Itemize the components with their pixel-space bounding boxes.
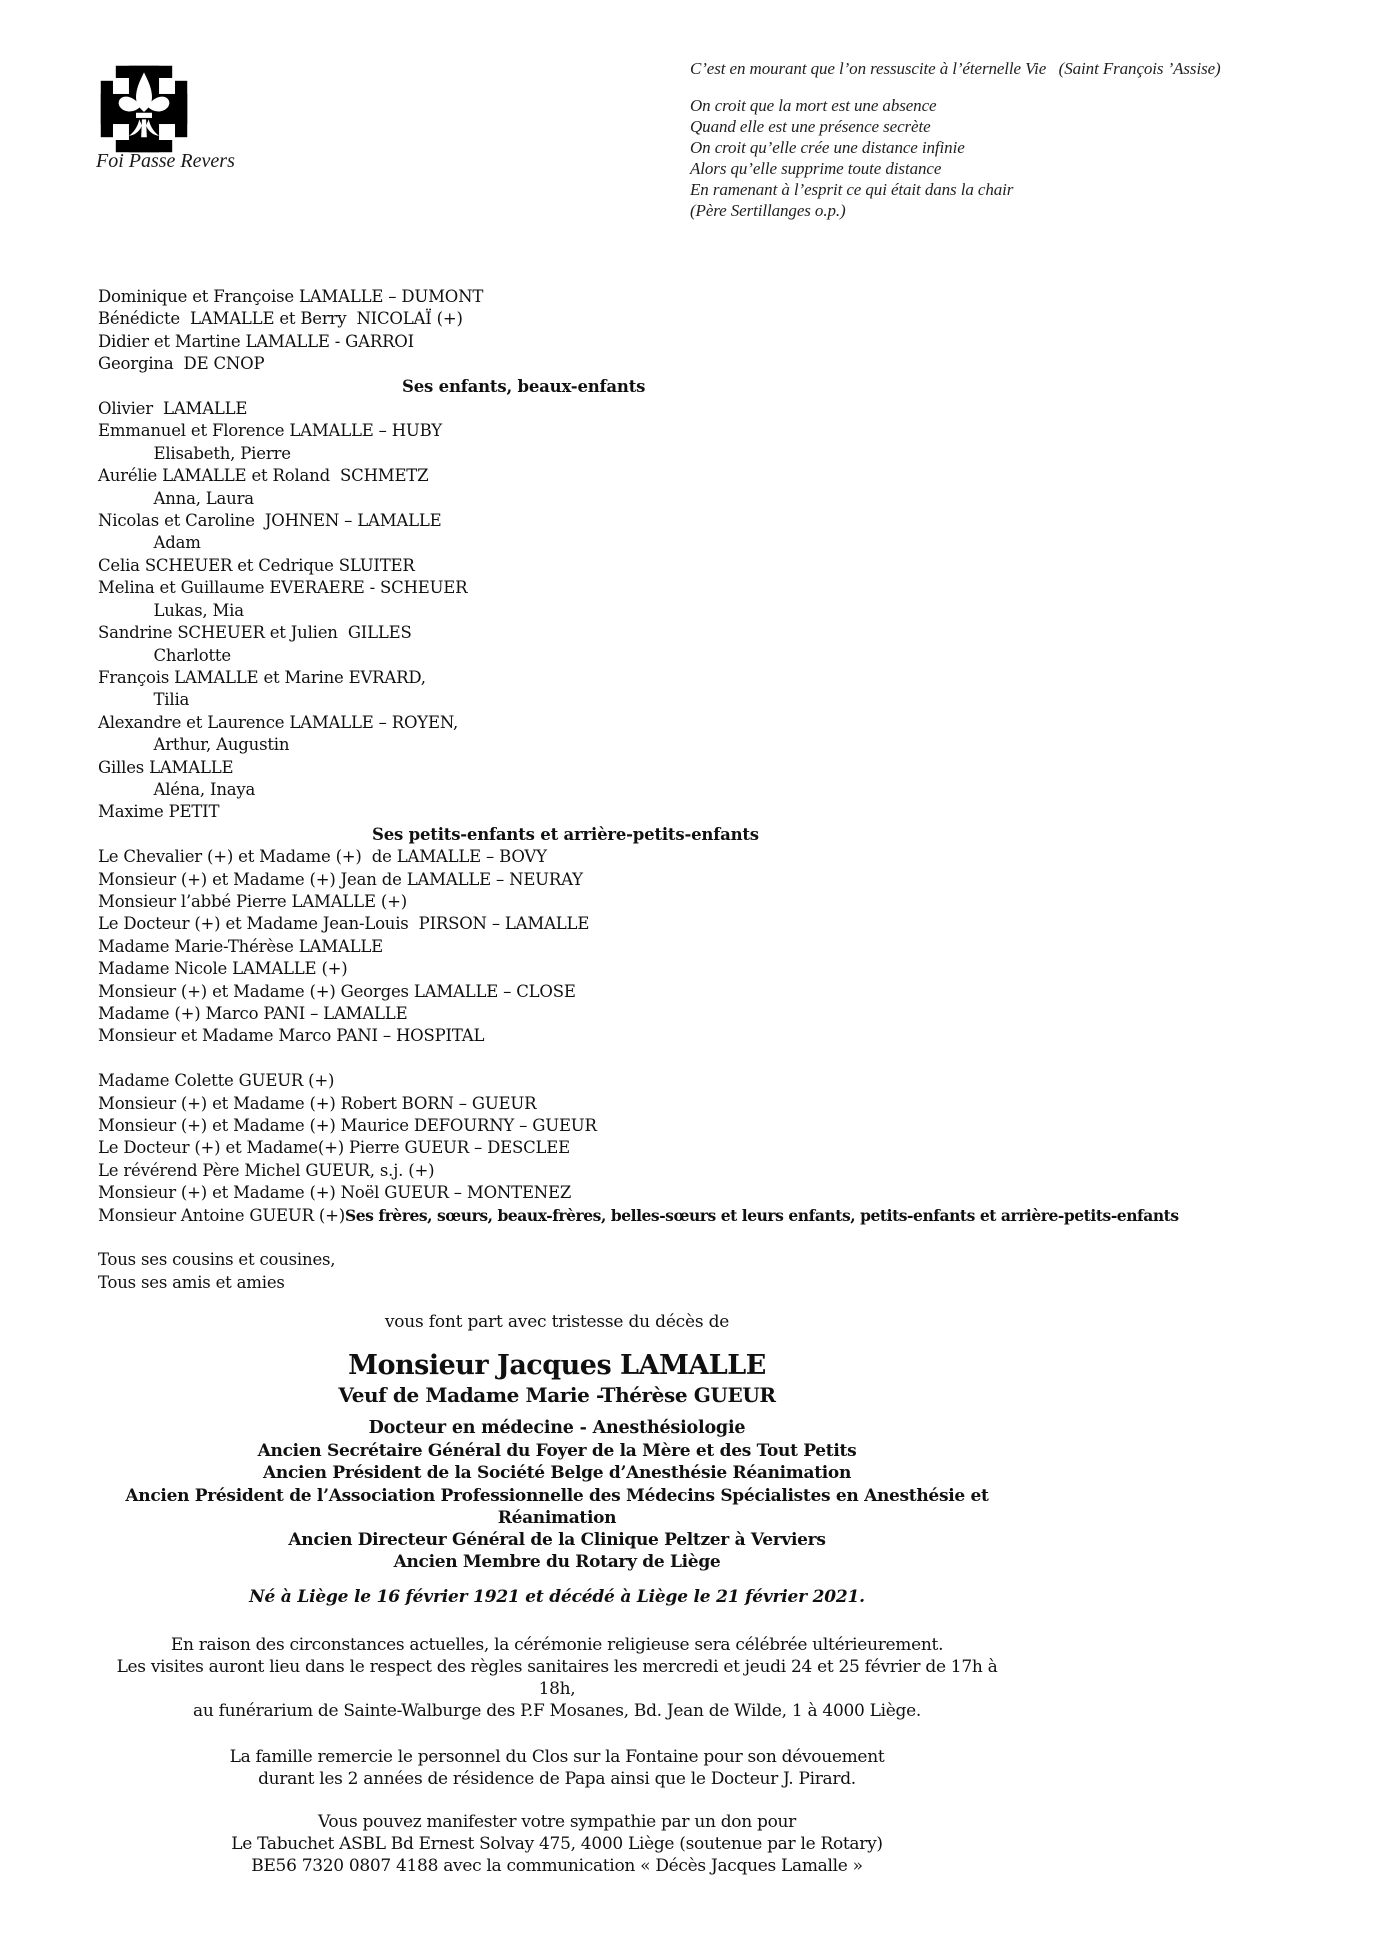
- family-list: [98, 286, 1278, 1294]
- family-line: Tous ses amis et amies: [98, 1272, 285, 1292]
- spacer-row: [98, 1048, 1278, 1070]
- profession-line: Docteur en médecine - Anesthésiologie: [368, 1418, 746, 1438]
- cross-potent-icon: [97, 62, 191, 156]
- family-line: Monsieur (+) et Madame (+) Maurice DEFOURNY – GUEUR: [98, 1116, 597, 1136]
- family-line: Monsieur l’abbé Pierre LAMALLE (+): [98, 891, 407, 911]
- family-line: Madame Colette GUEUR (+): [98, 1071, 335, 1091]
- relationship-heading: Ses petits-enfants et arrière-petits-enfants: [372, 824, 759, 844]
- family-line: Bénédicte LAMALLE et Berry NICOLAÏ (+): [98, 309, 463, 329]
- family-line: Monsieur (+) et Madame (+) Georges LAMALLE – CLOSE: [98, 981, 576, 1001]
- family-line: Le Docteur (+) et Madame(+) Pierre GUEUR – DESCLEE: [98, 1138, 570, 1158]
- family-line: Gilles LAMALLE: [98, 757, 234, 777]
- epigraph-poem-line: En ramenant à l’esprit ce qui était dans la chair: [690, 180, 1014, 199]
- family-line: Tous ses cousins et cousines,: [98, 1250, 336, 1270]
- honorific-title-line: Ancien Directeur Général de la Clinique Peltzer à Verviers: [288, 1530, 826, 1551]
- family-line: Dominique et Françoise LAMALLE – DUMONT: [98, 287, 484, 306]
- epigraph-poem-line: Quand elle est une présence secrète: [690, 117, 931, 136]
- relationship-heading: Ses enfants, beaux-enfants: [402, 376, 646, 396]
- announcement-intro: vous font part avec tristesse du décès de: [384, 1312, 730, 1332]
- epigraph-poem-line: On croit qu’elle crée une distance infinie: [690, 138, 965, 157]
- deceased-name: Monsieur Jacques LAMALLE: [348, 1350, 766, 1381]
- family-line: Le Docteur (+) et Madame Jean-Louis PIRSON – LAMALLE: [98, 914, 590, 934]
- notice-paragraphs: [98, 1634, 1016, 1877]
- honorific-title-line: Ancien Membre du Rotary de Liège: [393, 1552, 721, 1573]
- family-line: Monsieur (+) et Madame (+) Noël GUEUR – MONTENEZ: [98, 1183, 572, 1203]
- notice-line: Le Tabuchet ASBL Bd Ernest Solvay 475, 4000 Liège (soutenue par le Rotary): [231, 1833, 883, 1854]
- family-line: Olivier LAMALLE: [98, 399, 248, 419]
- spacer-row: [98, 1227, 1278, 1249]
- honorific-title-line: Ancien Président de la Société Belge d’Anesthésie Réanimation: [263, 1463, 851, 1484]
- family-line: Madame Marie-Thérèse LAMALLE: [98, 936, 384, 956]
- family-line: Aurélie LAMALLE et Roland SCHMETZ: [98, 466, 429, 486]
- family-line: Le Chevalier (+) et Madame (+) de LAMALLE – BOVY: [98, 847, 547, 867]
- family-line: Sandrine SCHEUER et Julien GILLES: [98, 623, 412, 643]
- life-dates-line: Né à Liège le 16 février 1921 et décédé à Liège le 21 février 2021.: [249, 1586, 865, 1607]
- notice-line: La famille remercie le personnel du Clos sur la Fontaine pour son dévouement: [229, 1746, 885, 1767]
- honorific-titles: [98, 1440, 1016, 1574]
- family-line: [98, 1205, 1278, 1227]
- scout-cross-fleur-de-lis-logo: [97, 62, 191, 156]
- fleur-de-lis-icon: [119, 72, 170, 137]
- widower-line: Veuf de Madame Marie -Thérèse GUEUR: [338, 1383, 776, 1407]
- family-line: Madame Nicole LAMALLE (+): [98, 959, 348, 979]
- epigraph-quote: C’est en mourant que l’on ressuscite à l’éternelle Vie (Saint François ’Assise): [690, 59, 1221, 78]
- epigraph-poem-line: (Père Sertillanges o.p.): [690, 201, 846, 220]
- family-line: Monsieur (+) et Madame (+) Jean de LAMALLE – NEURAY: [98, 869, 583, 889]
- family-line: Monsieur (+) et Madame (+) Robert BORN – GUEUR: [98, 1093, 537, 1113]
- family-line: Emmanuel et Florence LAMALLE – HUBY: [98, 421, 442, 441]
- notice-line: En raison des circonstances actuelles, la cérémonie religieuse sera célébrée ultérieurement.: [170, 1634, 944, 1655]
- epigraph-poem: [690, 95, 1330, 221]
- family-line: Monsieur et Madame Marco PANI – HOSPITAL: [98, 1026, 485, 1046]
- family-line: François LAMALLE et Marine EVRARD,: [98, 667, 426, 687]
- grandchild-line: Lukas, Mia: [98, 600, 244, 620]
- notice-line: BE56 7320 0807 4188 avec la communication « Décès Jacques Lamalle »: [251, 1855, 863, 1876]
- announcement-block: [98, 1310, 1016, 1877]
- notice-paragraph: [98, 1746, 1016, 1790]
- notice-paragraph: [98, 1634, 1016, 1722]
- family-line: Nicolas et Caroline JOHNEN – LAMALLE: [98, 511, 442, 531]
- notice-line: Vous pouvez manifester votre sympathie par un don pour: [318, 1811, 796, 1832]
- notice-line: au funérarium de Sainte-Walburge des P.F Mosanes, Bd. Jean de Wilde, 1 à 4000 Liège.: [193, 1700, 921, 1721]
- epigraph-poem-line: Alors qu’elle supprime toute distance: [690, 159, 942, 178]
- honorific-title-line: Ancien Président de l’Association Professionnelle des Médecins Spécialistes en Anesthésie et Réanimation: [125, 1485, 989, 1528]
- family-line: Maxime PETIT: [98, 802, 220, 822]
- grandchild-line: Anna, Laura: [98, 488, 254, 508]
- family-line: Celia SCHEUER et Cedrique SLUITER: [98, 555, 415, 575]
- notice-line: Les visites auront lieu dans le respect des règles sanitaires les mercredi et jeudi 24 et 25 février de 17h à 18h,: [116, 1656, 998, 1699]
- grandchild-line: Elisabeth, Pierre: [98, 443, 291, 463]
- family-line: Madame (+) Marco PANI – LAMALLE: [98, 1004, 408, 1023]
- grandchild-line: Arthur, Augustin: [98, 735, 290, 755]
- family-line: Melina et Guillaume EVERAERE - SCHEUER: [98, 578, 468, 598]
- logo-motto: Foi Passe Revers: [96, 150, 235, 172]
- notice-line: durant les 2 années de résidence de Papa ainsi que le Docteur J. Pirard.: [258, 1768, 856, 1789]
- epigraph-poem-line: On croit que la mort est une absence: [690, 96, 937, 115]
- notice-paragraph: [98, 1811, 1016, 1877]
- epigraph-block: [690, 58, 1330, 221]
- family-line: Alexandre et Laurence LAMALLE – ROYEN,: [98, 712, 459, 732]
- relationship-heading: Ses frères, sœurs, beaux-frères, belles-sœurs et leurs enfants, petits-enfants et arrière-petits-enfants: [345, 1205, 1179, 1225]
- grandchild-line: Tilia: [98, 690, 190, 710]
- family-line: Le révérend Père Michel GUEUR, s.j. (+): [98, 1160, 435, 1180]
- grandchild-line: Adam: [98, 533, 201, 553]
- grandchild-line: Aléna, Inaya: [98, 779, 256, 799]
- family-line: Monsieur Antoine GUEUR (+): [98, 1205, 345, 1225]
- family-line: Georgina DE CNOP: [98, 354, 265, 374]
- grandchild-line: Charlotte: [98, 645, 231, 665]
- family-line: Didier et Martine LAMALLE - GARROI: [98, 331, 414, 351]
- honorific-title-line: Ancien Secrétaire Général du Foyer de la Mère et des Tout Petits: [257, 1441, 857, 1461]
